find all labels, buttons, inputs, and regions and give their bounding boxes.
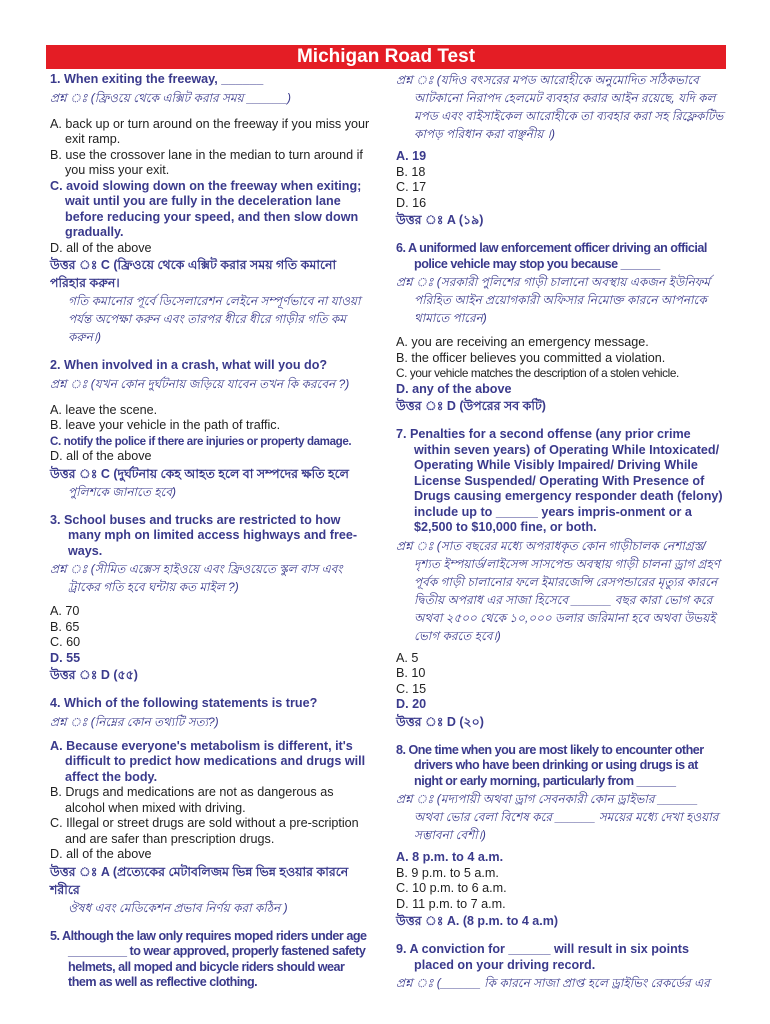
option-d: D. all of the above [50, 240, 152, 255]
answer-note: ঔষধ এবং মেডিকেশন প্রভাব নির্ণয় করা কঠিন ) [68, 900, 288, 915]
options-list [50, 117, 374, 257]
option-d: D. all of the above [50, 847, 152, 861]
question-bengali: প্রশ্ন ঃ (সাত বছরের মধ্যে অপরাধকৃত কোন গাড়ীচালক নেশাগ্রস্ত/ দৃশ্যত ইম্পয়ার্ড/লাইসেন্স সাসপেন্ড অবস্থায় গাড়ী চালনা ড্রাগ গ্রহণ পূর্বক গাড়ী চালানোর ফলে ইমারজেন্সি রেসপন্ডারের মৃত্যুর কারনে দ্বিতীয় অপরাধ এর সাজা হিসেবে ______ বছর কারা ভোগ করে অথবা ২৫০০ থেকে ১০,০০০ ডলার জরিমানা হবে অথবা উভয়ই ভোগ করতে হবে।) [396, 538, 720, 643]
option-a: A. back up or turn around on the freeway if you miss your exit ramp. [50, 116, 370, 146]
answer-note: গতি কমানোর পূর্বে ডিসেলারেশন লেইনে সম্পূর্ণভাবে না যাওয়া পর্যন্ত অপেক্ষা করুন এবং তারপর ধীরে ধীরে গাড়ীর গতি কম করুন।) [68, 294, 361, 344]
option-d: D. 16 [396, 195, 427, 210]
option-a: A. 5 [396, 650, 419, 665]
answer: উত্তর ঃ D (৫৫) [50, 668, 138, 682]
answer: উত্তর ঃ D (২০) [396, 714, 484, 729]
options-list [50, 403, 374, 465]
options-list [396, 651, 726, 713]
question-stem: 7. Penalties for a second offense (any prior crime within seven years) of Operating While Intoxicated/ Operating While Visibly Impaired/ Driving While License Suspended/ Operating With Presence of Drugs causing emergency responder death (felony) include up to ______ years impris-onment or a $2,500 to $10,000 fine, or both. [396, 427, 723, 534]
question-7 [396, 427, 726, 731]
question-2 [50, 358, 374, 501]
option-c: C. Illegal or street drugs are sold without a pre-scription and are safer than prescription drugs. [50, 816, 359, 846]
question-stem: 6. A uniformed law enforcement officer driving an official police vehicle may stop you because ______ [396, 241, 707, 271]
option-a: A. leave the scene. [50, 402, 158, 417]
question-bengali: প্রশ্ন ঃ (যখন কোন দুর্ঘটনায় জড়িয়ে যাবেন তখন কি করবেন ?) [50, 376, 350, 391]
answer: উত্তর ঃ A (১৯) [396, 213, 484, 227]
option-c: C. 60 [50, 635, 81, 649]
question-stem: 4. Which of the following statements is true? [50, 696, 318, 710]
options-list [50, 739, 374, 863]
option-c: C. 10 p.m. to 6 a.m. [396, 881, 507, 895]
question-5 [50, 929, 374, 991]
option-c: C. your vehicle matches the description of a stolen vehicle. [396, 366, 679, 380]
question-bengali: প্রশ্ন ঃ (নিম্নের কোন তথ্যটি সত্য?) [50, 714, 219, 729]
option-a-correct: A. 19 [396, 149, 427, 163]
option-b: B. 18 [396, 164, 426, 179]
question-bengali: প্রশ্ন ঃ (সরকারী পুলিশের গাড়ী চালানো অবস্থায় একজন ইউনিফর্ম পরিহিত আইন প্রয়োগকারী অফিসার নিমোক্ত কারনে আপনাকে থামাতে পারেন) [396, 275, 711, 325]
question-1 [50, 72, 374, 346]
option-d-correct: D. 55 [50, 650, 81, 665]
answer: উত্তর ঃ D (উপরের সব কটি) [396, 399, 546, 413]
question-stem: 1. When exiting the freeway, ______ [50, 72, 264, 86]
answer: উত্তর ঃ A (প্রত্যেকের মেটাবলিজম ভিন্ন ভিন্ন হওয়ার কারনে শরীরে [50, 864, 349, 897]
option-a: A. you are receiving an emergency message. [396, 335, 649, 349]
question-bengali: প্রশ্ন ঃ (ফ্রিওয়ে থেকে এক্সিট করার সময় ______) [50, 90, 292, 105]
answer: উত্তর ঃ A. (8 p.m. to 4 a.m) [396, 914, 558, 928]
right-column [396, 70, 726, 992]
options-list [396, 335, 726, 397]
option-c: C. 15 [396, 681, 427, 696]
option-a: A. 70 [50, 604, 80, 618]
option-c-correct: C. notify the police if there are injuries or property damage. [50, 434, 352, 448]
options-list [396, 850, 726, 912]
question-bengali: প্রশ্ন ঃ (______ কি কারনে সাজা প্রাপ্ত হলে ড্রাইভিং রেকর্ডের এর [396, 976, 710, 990]
options-list [396, 149, 726, 211]
option-b: B. use the crossover lane in the median to turn around if you miss your exit. [50, 147, 363, 177]
option-d-correct: D. 20 [396, 697, 427, 711]
option-c-correct: C. avoid slowing down on the freeway when exiting; wait until you are fully in the deceleration lane before reducing your speed, and then slow down gradually. [50, 178, 362, 239]
answer: উত্তর ঃ C (দুর্ঘটনায় কেহ আহত হলে বা সম্পদের ক্ষতি হলে [50, 466, 349, 481]
question-stem: 2. When involved in a crash, what will you do? [50, 358, 328, 372]
question-5-continued [396, 71, 726, 229]
option-b: B. Drugs and medications are not as dangerous as alcohol when mixed with driving. [50, 785, 334, 815]
question-9 [396, 942, 726, 992]
page-title: Michigan Road Test [46, 45, 726, 69]
option-d: D. all of the above [50, 449, 152, 463]
question-bengali: প্রশ্ন ঃ (সীমিত এক্সেস হাইওয়ে এবং ফ্রিওয়েতে স্কুল বাস এবং ট্রাকের গতি হবে ঘন্টায় কত মাইল ?) [50, 562, 343, 594]
left-column [50, 70, 374, 991]
question-bengali: প্রশ্ন ঃ (যদিও বৎসরের মপড আরোহীকে অনুমোদিত সঠিকভাবে আটকানো নিরাপদ হেলমেট ব্যবহার করার আইন রয়েছে, যদি কল মপড এবং বাইসাইকেল আরোহীকে তা ব্যবহার করা সহ রিফ্লেকটিভ কাপড় পরিধান করা বাঞ্ছনীয় ।) [396, 73, 724, 141]
option-b: B. 65 [50, 619, 80, 634]
question-bengali: প্রশ্ন ঃ (মদ্যপায়ী অথবা ড্রাগ সেবনকারী কোন ড্রাইভার ______ অথবা ভোর বেলা বিশেষ করে ______ সময়ের মধ্যে দেখা হওয়ার সম্ভাবনা বেশী।) [396, 792, 719, 842]
option-a-correct: A. Because everyone's metabolism is different, it's difficult to predict how medications and drugs will affect the body. [50, 738, 366, 784]
question-stem: 5. Although the law only requires moped riders under age _________ to wear approved, properly fastened safety helmets, all moped and bicycle riders should wear them as well as reflective clothing. [50, 928, 367, 989]
option-b: B. 10 [396, 666, 426, 680]
option-b: B. leave your vehicle in the path of traffic. [50, 418, 281, 432]
question-4 [50, 696, 374, 917]
option-b: B. 9 p.m. to 5 a.m. [396, 865, 499, 880]
question-8 [396, 743, 726, 931]
answer-note: পুলিশকে জানাতে হবে) [68, 484, 176, 499]
question-3 [50, 513, 374, 685]
question-stem: 3. School buses and trucks are restricted to how many mph on limited access highways and free-ways. [50, 512, 358, 558]
option-a-correct: A. 8 p.m. to 4 a.m. [396, 850, 504, 864]
question-stem: 8. One time when you are most likely to encounter other drivers who have been drinking or using drugs is at night or early morning, particularly from ______ [396, 742, 704, 788]
question-stem: 9. A conviction for ______ will result in six points placed on your driving record. [396, 942, 690, 972]
option-b: B. the officer believes you committed a violation. [396, 350, 666, 365]
option-c: C. 17 [396, 180, 427, 194]
option-d: D. 11 p.m. to 7 a.m. [396, 896, 506, 911]
options-list [50, 604, 374, 666]
question-6 [396, 241, 726, 415]
answer: উত্তর ঃ C (ফ্রিওয়ে থেকে এক্সিট করার সময় গতি কমানো পরিহার করুন। [50, 258, 337, 290]
option-d-correct: D. any of the above [396, 381, 512, 396]
